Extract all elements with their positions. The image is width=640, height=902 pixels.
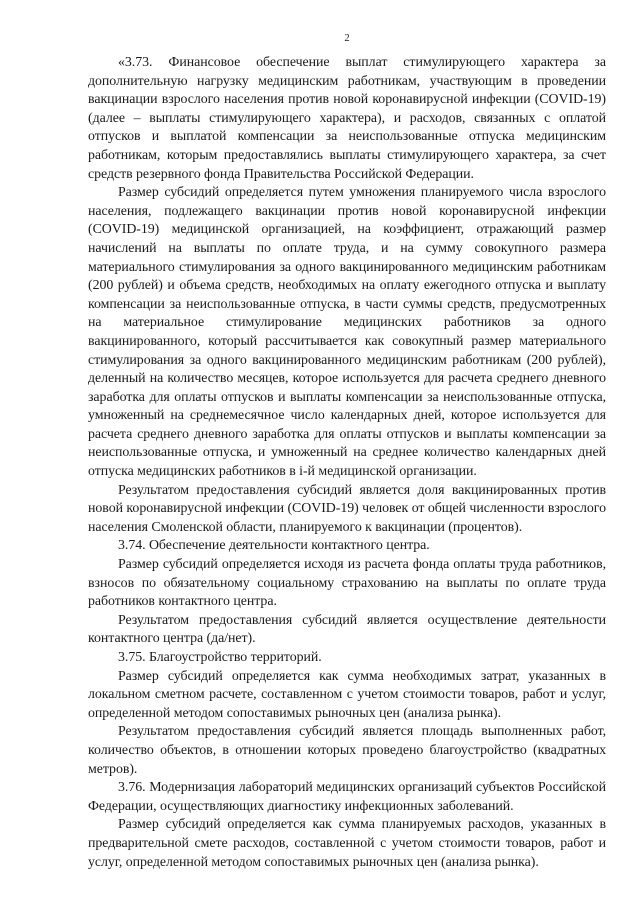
paragraph-3-75-subsidy-size: Размер субсидий определяется как сумма необходимых затрат, указанных в локальном сметном расчете, составленном с учетом стоимости товаров, работ и услуг, определенной методом сопоставимых рыночных цен (анализа рынка). — [88, 668, 606, 721]
paragraph-3-75-title: 3.75. Благоустройство территорий. — [118, 650, 322, 665]
paragraph-3-76-title: 3.76. Модернизация лабораторий медицинских организаций субъектов Российской Федерации, осуществляющих диагностику инфекционных заболеваний. — [88, 780, 606, 814]
paragraph-3-73-result: Результатом предоставления субсидий является доля вакцинированных против новой коронавирусной инфекции (COVID-19) человек от общей численности взрослого населения Смоленской области, планируемого к вакцинации (процентов). — [88, 482, 606, 535]
paragraph-3-76-subsidy-size: Размер субсидий определяется как сумма планируемых расходов, указанных в предварительной смете расходов, составленной с учетом стоимости товаров, работ и услуг, определенной методом сопоставимых рыночных цен (анализа рынка). — [88, 817, 606, 870]
paragraph-3-75-result: Результатом предоставления субсидий является площадь выполненных работ, количество объектов, в отношении которых проведено благоустройство (квадратных метров). — [88, 724, 606, 777]
document-body — [88, 54, 606, 872]
paragraph-3-73-title: «3.73. Финансовое обеспечение выплат стимулирующего характера за дополнительную нагрузку медицинским работникам, участвующим в проведении вакцинации взрослого населения против новой коронавирусной инфекции (COVID-19) (далее – выплаты стимулирующего характера), и расходов, связанных с оплатой отпусков и выплатой компенсации за неиспользованные отпуска медицинским работникам, которым предоставлялись выплаты стимулирующего характера, за счет средств резервного фонда Правительства Российской Федерации. — [88, 55, 606, 182]
paragraph-3-74-subsidy-size: Размер субсидий определяется исходя из расчета фонда оплаты труда работников, взносов по обязательному социальному страхованию на выплаты по оплате труда работников контактного центра. — [88, 557, 606, 610]
paragraph-3-74-result: Результатом предоставления субсидий является осуществление деятельности контактного центра (да/нет). — [88, 612, 606, 647]
paragraph-3-73-subsidy-size: Размер субсидий определяется путем умножения планируемого числа взрослого населения, подлежащего вакцинации против новой коронавирусной инфекции (COVID-19) медицинской организацией, на коэффициент, отражающий размер начислений на выплаты по оплате труда, и на сумму совокупного размера материального стимулирования за одного вакцинированного медицинским работникам (200 рублей) и объема средств, необходимых на оплату ежегодного отпуска и выплату компенсации за неиспользованные отпуска, в части суммы средств, предусмотренных на материальное стимулирование медицинских работников за одного вакцинированного, который рассчитывается как совокупный размер материального стимулирования за одного вакцинированного медицинским работникам (200 рублей), деленный на количество месяцев, которое используется для расчета среднего дневного заработка для оплаты отпусков и выплаты компенсации за неиспользованные отпуска, умноженный на среднемесячное число календарных дней, которое используется для расчета среднего дневного заработка для оплаты отпусков и выплаты компенсации за неиспользованные отпуска, и умноженный на среднее количество календарных дней отпуска медицинских работников в i-й медицинской организации. — [88, 185, 606, 480]
page-number: 2 — [344, 33, 350, 44]
paragraph-3-74-title: 3.74. Обеспечение деятельности контактного центра. — [118, 538, 430, 554]
